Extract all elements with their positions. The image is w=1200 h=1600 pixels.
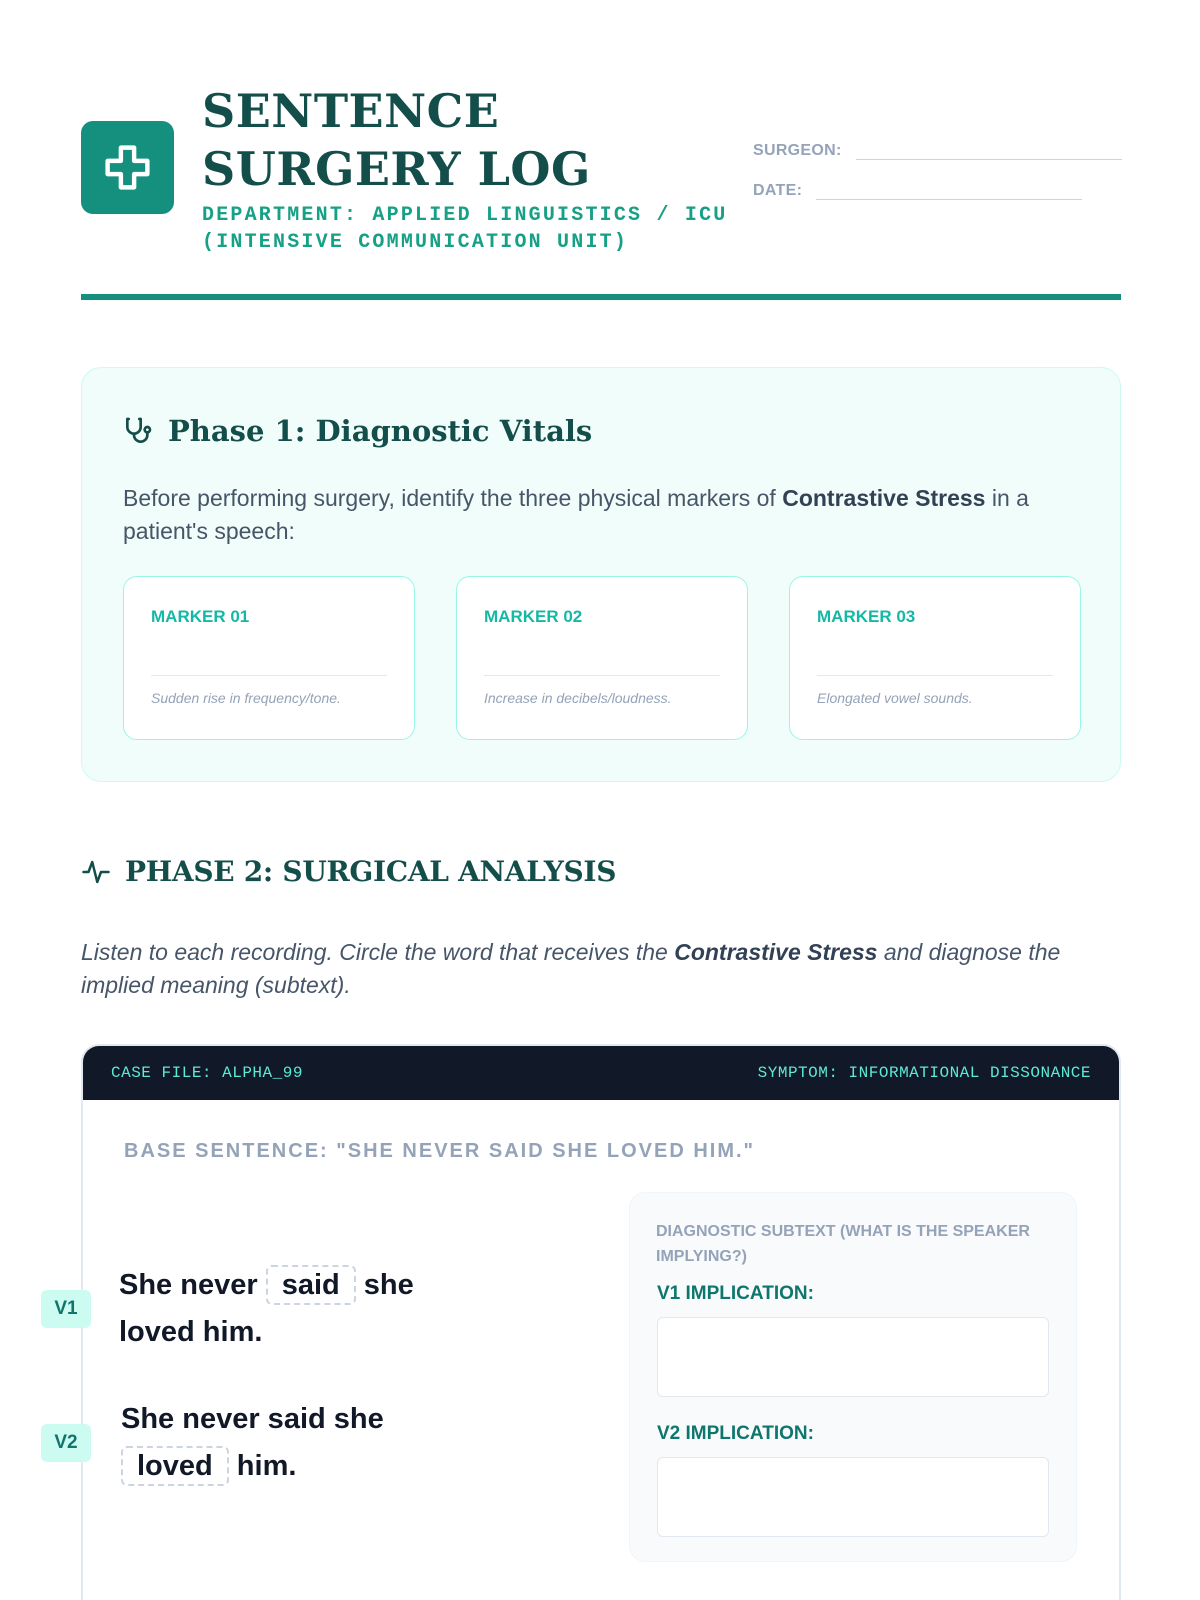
v1-implication-label: V1 IMPLICATION: xyxy=(657,1283,814,1304)
phase2-intro xyxy=(81,936,1121,1002)
phase1-intro-tail: in a patient's speech: xyxy=(123,485,1029,544)
marker-answer-line[interactable] xyxy=(817,675,1053,676)
pulse-icon xyxy=(81,857,111,887)
phase1-intro xyxy=(123,482,1083,548)
date-label: DATE: xyxy=(753,182,803,199)
page-title: SENTENCE SURGERY LOG xyxy=(202,84,591,196)
phase1-heading xyxy=(122,414,592,448)
date-field xyxy=(753,178,1082,200)
case-symptom-label: SYMPTOM: INFORMATIONAL DISSONANCE xyxy=(757,1064,1091,1082)
marker-hint: Elongated vowel sounds. xyxy=(817,690,973,706)
worksheet-header xyxy=(81,82,1121,302)
v2-implication-label: V2 IMPLICATION: xyxy=(657,1423,814,1444)
phase2-intro-tail: and diagnose the implied meaning (subtext). xyxy=(81,939,1061,998)
phase1-panel xyxy=(81,367,1121,782)
marker-card xyxy=(123,576,415,740)
variant-sentence xyxy=(119,1262,449,1356)
surgeon-label: SURGEON: xyxy=(753,142,842,159)
medical-cross-icon xyxy=(101,141,154,194)
surgeon-line[interactable] xyxy=(856,138,1122,160)
marker-label: MARKER 01 xyxy=(151,607,250,626)
stethoscope-icon xyxy=(122,415,154,447)
date-line[interactable] xyxy=(816,178,1082,200)
variant-text-after: him. xyxy=(228,1450,297,1482)
phase1-intro-emphasis: Contrastive Stress xyxy=(782,485,986,511)
variant-badge: V2 xyxy=(41,1424,91,1462)
department-subtitle: DEPARTMENT: APPLIED LINGUISTICS / ICU (INTENSIVE COMMUNICATION UNIT) xyxy=(202,204,728,254)
surgeon-field xyxy=(753,138,1122,160)
variant-sentence xyxy=(121,1396,451,1490)
base-sentence: BASE SENTENCE: "SHE NEVER SAID SHE LOVED HIM." xyxy=(124,1140,756,1162)
phase2-heading xyxy=(81,855,616,888)
marker-label: MARKER 02 xyxy=(484,607,583,626)
phase2-intro-text: Listen to each recording. Circle the word that receives the xyxy=(81,939,675,965)
phase2-intro-emphasis: Contrastive Stress xyxy=(674,939,878,965)
variant-row xyxy=(41,1262,449,1356)
diagnostic-panel xyxy=(629,1192,1077,1562)
v1-implication-field[interactable] xyxy=(657,1317,1049,1397)
variant-badge: V1 xyxy=(41,1290,91,1328)
logo xyxy=(81,121,174,214)
marker-card xyxy=(456,576,748,740)
marker-hint: Sudden rise in frequency/tone. xyxy=(151,690,341,706)
stressed-word[interactable]: loved xyxy=(121,1446,229,1486)
variant-text-after: she loved him. xyxy=(119,1269,414,1348)
marker-answer-line[interactable] xyxy=(151,675,387,676)
phase2-title: PHASE 2: SURGICAL ANALYSIS xyxy=(125,855,617,888)
header-divider xyxy=(81,294,1121,300)
marker-card xyxy=(789,576,1081,740)
case-header-bar xyxy=(83,1046,1119,1100)
marker-hint: Increase in decibels/loudness. xyxy=(484,690,672,706)
variant-row xyxy=(41,1396,451,1490)
phase1-intro-text: Before performing surgery, identify the three physical markers of xyxy=(123,485,783,511)
diagnostic-heading: DIAGNOSTIC SUBTEXT (WHAT IS THE SPEAKER IMPLYING?) xyxy=(656,1223,1030,1265)
marker-label: MARKER 03 xyxy=(817,607,916,626)
phase1-title: Phase 1: Diagnostic Vitals xyxy=(168,414,593,448)
stressed-word[interactable]: said xyxy=(266,1265,356,1305)
case-file-label: CASE FILE: ALPHA_99 xyxy=(111,1064,303,1082)
v2-implication-field[interactable] xyxy=(657,1457,1049,1537)
marker-answer-line[interactable] xyxy=(484,675,720,676)
variant-text-before: She never xyxy=(119,1269,266,1301)
marker-cards xyxy=(123,576,1081,740)
variant-text-before: She never said she xyxy=(121,1403,384,1435)
